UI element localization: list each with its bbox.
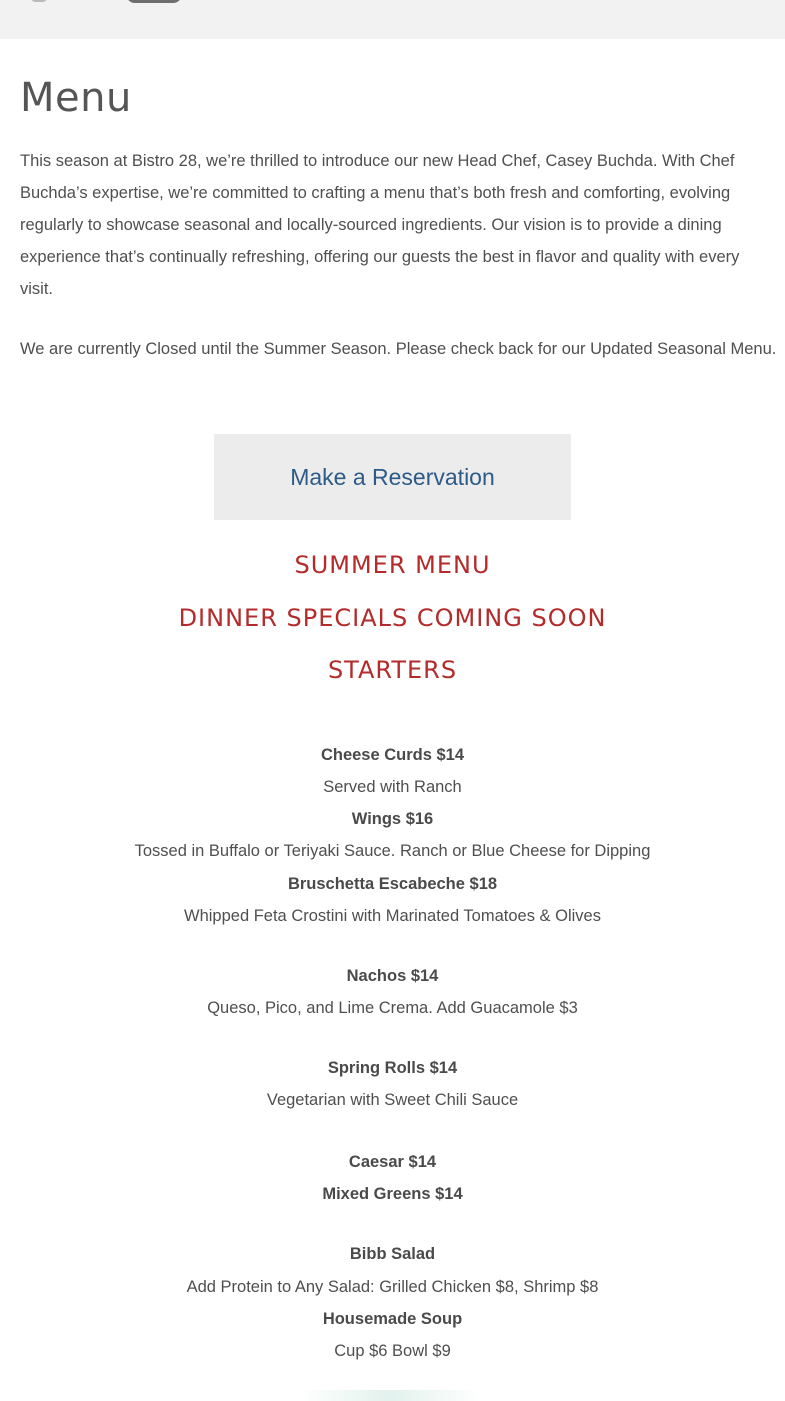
menu-item-name: Bibb Salad — [349, 1245, 436, 1263]
logo-icon[interactable] — [126, 0, 182, 3]
menu-item-description: Cup $6 Bowl $9 — [334, 1342, 451, 1360]
menu-item-description: Tossed in Buffalo or Teriyaki Sauce. Ranch or Blue Cheese for Dipping — [134, 842, 651, 860]
menu-item-name: Caesar $14 — [348, 1153, 437, 1171]
menu-item-description: Whipped Feta Crostini with Marinated Tomatoes & Olives — [184, 907, 601, 925]
menu-item-name: Mixed Greens $14 — [322, 1185, 463, 1203]
menu-item-description: Queso, Pico, and Lime Crema. Add Guacamole $3 — [207, 999, 578, 1017]
summer-menu-heading: SUMMER MENU — [294, 551, 491, 579]
menu-item-name: Cheese Curds $14 — [320, 746, 465, 764]
make-reservation-button[interactable]: Make a Reservation — [214, 434, 571, 520]
intro-paragraph: This season at Bistro 28, we’re thrilled to introduce our new Head Chef, Casey Buchda. With Chef Buchda’s expertise, we’re committed to crafting a menu that’s both fresh and comforting, evolving regularly to showcase seasonal and locally-sourced ingredients. Our vision is to provide a dining experience that’s continually refreshing, offering our guests the best in flavor and quality with every visit. — [20, 152, 740, 298]
menu-item-description: Vegetarian with Sweet Chili Sauce — [266, 1091, 519, 1109]
menu-item-description: Served with Ranch — [323, 778, 462, 796]
logo-icon[interactable] — [30, 0, 48, 2]
menu-item-name: Spring Rolls $14 — [327, 1059, 458, 1077]
menu-item-name: Bruschetta Escabeche $18 — [287, 875, 498, 893]
next-section-heading-fade — [300, 1390, 480, 1401]
site-header — [0, 0, 785, 39]
starters-heading: STARTERS — [327, 656, 458, 684]
menu-item-name: Wings $16 — [351, 810, 434, 828]
dinner-specials-heading: DINNER SPECIALS COMING SOON — [178, 604, 607, 632]
page-title: Menu — [20, 75, 132, 121]
closed-notice: We are currently Closed until the Summer Season. Please check back for our Updated Seasonal Menu. — [20, 340, 777, 358]
menu-item-name: Housemade Soup — [322, 1310, 463, 1328]
menu-item-name: Nachos $14 — [346, 967, 439, 985]
menu-item-description: Add Protein to Any Salad: Grilled Chicken $8, Shrimp $8 — [186, 1278, 599, 1296]
